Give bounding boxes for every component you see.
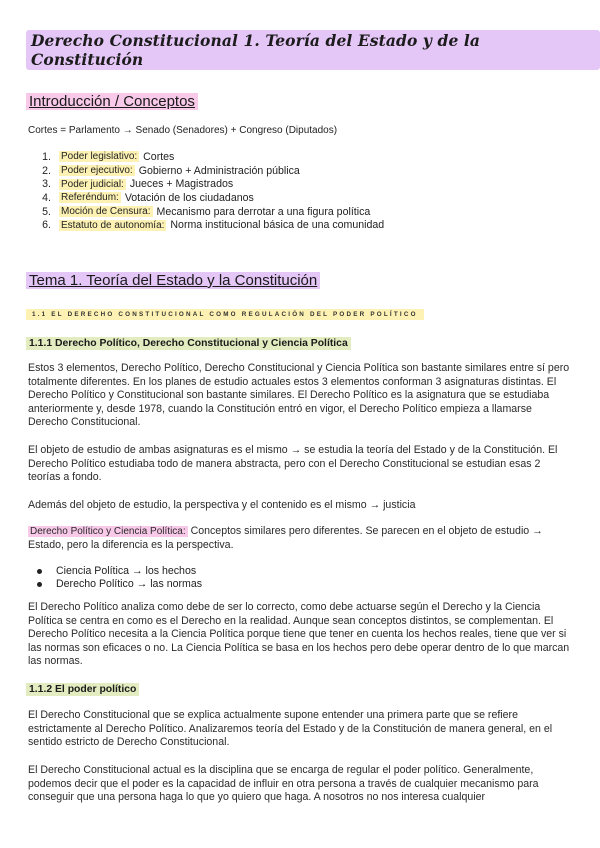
bullet-icon [37, 569, 42, 574]
cortes-line: Cortes = Parlamento → Senado (Senadores) + Congreso (Diputados) [28, 125, 338, 136]
list-item: 3. Poder judicial: Jueces + Magistrados [42, 178, 234, 191]
paragraph: El Derecho Constitucional que se explica actualmente supone entender una primera parte que se refiere estrictamente al Derecho Político. Analizaremos teoría del Estado y de la Constitución de manera general, en el sentido estricto de Derecho Constitucional. [28, 709, 553, 749]
document-title: Derecho Constitucional 1. Teoría del Estado y de la Constitución [26, 30, 600, 70]
concepts-list [28, 150, 384, 232]
paragraph: Estos 3 elementos, Derecho Político, Derecho Constitucional y Ciencia Política son bastante similares entre sí pero totalmente diferentes. En los planes de estudio actuales estos 3 elementos conforman 3 asignaturas distintas. El Derecho Político y Constitucional son bastante similares. El Derecho Político es la asignatura que se estudiaba anteriormente y, desde 1978, cuando la Constitución entró en vigor, el Derecho Político empieza a llamarse Derecho Constitucional. [28, 362, 570, 429]
term-highlight: Poder ejecutivo: [61, 165, 133, 177]
term-highlight: Moción de Censura: [61, 206, 151, 218]
paragraph: El Derecho Constitucional actual es la disciplina que se encarga de regular el poder político. Generalmente, podemos decir que el poder es la capacidad de influir en otra persona a través de cualquier mecanismo para conseguir que una persona haga lo que yo quiero que haga. A nosotros no nos interesa cualquier [28, 764, 539, 804]
bullet-icon [37, 582, 42, 587]
tema-heading: Tema 1. Teoría del Estado y la Constitución [26, 272, 320, 289]
list-item: 6. Estatuto de autonomía: Norma institucional básica de una comunidad [42, 219, 385, 232]
term-highlight: Estatuto de autonomía: [61, 219, 165, 231]
intro-heading: Introducción / Conceptos [26, 93, 198, 110]
term-highlight: Referéndum: [61, 192, 119, 204]
list-item: Derecho Político → las normas [30, 578, 202, 591]
term-highlight: Poder judicial: [61, 178, 124, 190]
section-heading-1-1-2: 1.1.2 El poder político [26, 683, 139, 696]
bullet-list [30, 565, 202, 591]
paragraph: El objeto de estudio de ambas asignaturas es el mismo → se estudia la teoría del Estado y de la Constitución. El Derecho Político estudiaba todo de manera abstracta, pero con el Derecho Constitucional se estudian esas 2 teorías a fondo. [28, 444, 558, 484]
section-subheading: 1.1 EL DERECHO CONSTITUCIONAL COMO REGULACIÓN DEL PODER POLÍTICO [26, 309, 424, 320]
section-heading-1-1-1: 1.1.1 Derecho Político, Derecho Constitucional y Ciencia Política [26, 337, 351, 350]
paragraph: El Derecho Político analiza como debe de ser lo correcto, como debe actuarse según el Derecho y la Ciencia Política se centra en como es el Derecho en la realidad. Aunque sean conceptos distintos, se complementan. El Derecho Político necesita a la Ciencia Política porque tiene que tener en cuenta los hechos reales, tiene que ver si las normas son eficaces o no. La Ciencia Política se basa en los hechos pero debe operar dentro de lo que marcan las normas. [28, 601, 570, 668]
list-item: 5. Moción de Censura: Mecanismo para derrotar a una figura política [42, 205, 371, 218]
inline-highlight: Derecho Político y Ciencia Política: [30, 526, 186, 537]
term-highlight: Poder legislativo: [61, 151, 138, 163]
list-item: 4. Referéndum: Votación de los ciudadanos [42, 191, 254, 204]
list-item: 1. Poder legislativo: Cortes [42, 150, 175, 163]
list-item: Ciencia Política → los hechos [30, 565, 202, 578]
list-item: 2. Poder ejecutivo: Gobierno + Administración pública [42, 164, 300, 177]
paragraph: Derecho Político y Ciencia Política: Conceptos similares pero diferentes. Se parecen en el objeto de estudio → Estado, pero la diferencia es la perspectiva. [28, 525, 543, 551]
paragraph: Además del objeto de estudio, la perspectiva y el contenido es el mismo → justicia [28, 499, 416, 511]
